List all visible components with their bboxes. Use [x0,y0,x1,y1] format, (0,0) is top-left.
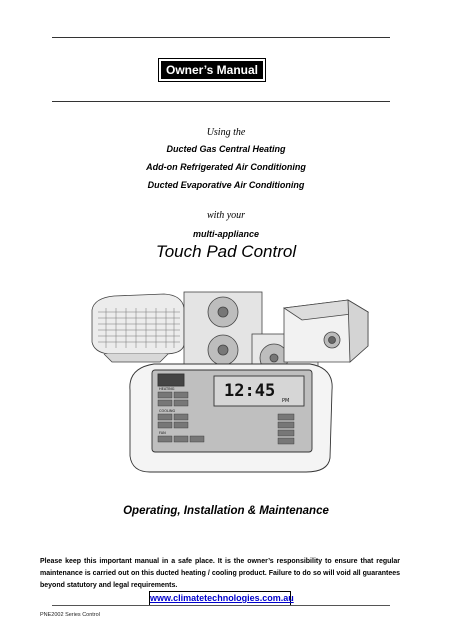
display-time-suffix: PM [282,398,290,404]
refrigerated-outdoor-unit [184,292,262,372]
heating-label: HEATING [159,387,175,391]
website-link[interactable]: www.climatetechnologies.com.au [149,591,291,606]
cooling-label: COOLING [159,409,176,413]
product-line-refrigerated: Add-on Refrigerated Air Conditioning [146,162,306,172]
fan-label: FAN [159,431,166,435]
appliances-and-touchpad-illustration [84,290,374,475]
touch-pad-control [130,364,332,472]
display-time: 12:45 [224,381,276,401]
safety-notice: Please keep this important manual in a safe place. It is the owner’s responsibility to ensure that regular maintenance is carried out on this ducted heating / cooling product. Failure to do so will void all guarantees beyond statutory and legal requirements. [40,558,400,589]
footer-series-text: PNE2002 Series Control [40,612,100,618]
product-title: Touch Pad Control [155,242,297,261]
subtitle: Operating, Installation & Maintenance [123,505,329,517]
product-line-heating: Ducted Gas Central Heating [166,144,286,154]
with-your-text: with your [206,210,246,221]
multi-appliance-text: multi-appliance [192,229,259,239]
gas-heater-unit [284,300,368,362]
bottom-rule [52,605,390,606]
product-line-evaporative: Ducted Evaporative Air Conditioning [147,180,305,190]
top-rule [52,37,390,38]
middle-rule [52,101,390,102]
banner-title: Owner’s Manual [165,63,259,77]
owners-manual-banner [158,58,266,82]
evaporative-cooler-unit [92,294,184,362]
using-the-text: Using the [206,127,246,138]
